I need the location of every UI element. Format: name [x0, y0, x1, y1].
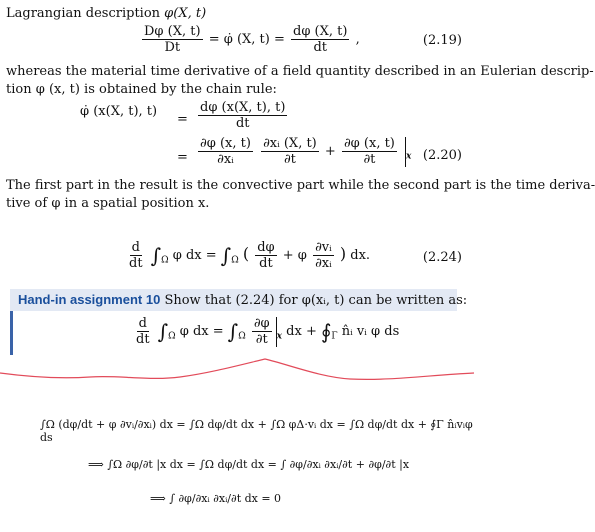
fraction	[198, 100, 287, 131]
plus-term: + φ	[282, 248, 307, 263]
fraction	[342, 136, 397, 167]
equation-number: (2.20)	[422, 148, 462, 163]
denominator: dt	[313, 40, 327, 55]
fraction	[127, 240, 145, 271]
integral-domain: Ω	[231, 255, 239, 266]
bar-subscript: x	[276, 331, 283, 342]
paragraph-line: The first part in the result is the convective part while the second part is the time deriva-	[6, 178, 595, 193]
integral-sign: ∫	[227, 319, 239, 344]
bar-subscript: x	[406, 151, 412, 162]
denominator: dt	[136, 332, 150, 347]
denominator: Dt	[164, 40, 181, 55]
numerator: ∂φ	[253, 316, 270, 331]
fraction	[198, 136, 253, 167]
integral-domain: Γ	[331, 331, 338, 342]
numerator: ∂φ (x, t)	[200, 136, 251, 151]
fraction	[252, 316, 272, 347]
fraction	[255, 240, 276, 271]
denominator: ∂t	[283, 152, 296, 167]
integrand: φ dx =	[179, 324, 224, 339]
equals-sign: =	[177, 112, 188, 127]
equals-sign: =	[177, 150, 188, 165]
numerator: ∂vᵢ	[315, 240, 332, 255]
equation-number: (2.24)	[422, 250, 462, 265]
equation-2-20-row1	[196, 100, 289, 131]
denominator: dt	[259, 256, 273, 271]
fraction	[291, 24, 349, 55]
equation-2-19	[140, 24, 360, 55]
plus-sign: +	[324, 144, 336, 159]
torn-edge-divider	[0, 355, 474, 395]
numerator: d	[131, 240, 140, 255]
paragraph-line: tive of φ in a spatial position x.	[6, 196, 210, 211]
fraction	[134, 316, 152, 347]
section-heading	[6, 6, 206, 22]
integrand-tail: n̂ᵢ vᵢ φ ds	[341, 324, 400, 339]
numerator: dφ (X, t)	[293, 24, 348, 39]
integral-domain: Ω	[161, 255, 169, 266]
numerator: ∂xᵢ (X, t)	[263, 136, 317, 151]
numerator: ∂φ (x, t)	[343, 136, 395, 151]
denominator: ∂xᵢ	[217, 152, 234, 167]
denominator: ∂xᵢ	[315, 256, 332, 271]
denominator: ∂t	[255, 332, 268, 347]
assignment-line	[18, 292, 467, 309]
fraction	[142, 24, 203, 55]
integral-sign: ∫	[157, 319, 169, 344]
equals-text: = φ̇ (X, t) =	[208, 32, 285, 47]
integral-domain: Ω	[168, 331, 176, 342]
numerator: d	[138, 316, 147, 331]
integrand: φ dx =	[172, 248, 217, 263]
punctuation: ,	[355, 32, 360, 47]
integral-sign: ∫	[150, 243, 162, 268]
assignment-title: Hand-in assignment 10	[18, 292, 161, 307]
paragraph-line: whereas the material time derivative of a field quantity described in an Eulerian descrip-	[6, 64, 594, 79]
numerator: dφ	[257, 240, 275, 255]
integrand-tail: dx.	[350, 248, 371, 263]
integral-domain: Ω	[238, 331, 246, 342]
derivation-line: ⟹ ∫ ∂φ/∂xᵢ ∂xᵢ/∂t dx = 0	[150, 492, 282, 505]
denominator: dt	[235, 116, 250, 131]
paren-close: )	[339, 244, 347, 263]
lhs-text: φ̇ (x(X, t), t)	[80, 104, 158, 119]
derivation-line: ∫Ω (dφ/dt + φ ∂vᵢ/∂xᵢ) dx = ∫Ω dφ/dt dx + ∫Ω φΔ·vᵢ dx = ∫Ω dφ/dt dx + ∮Γ n̂ᵢvᵢφ ds	[40, 418, 473, 444]
equation-2-20-lhs	[80, 104, 157, 119]
integral-sign: ∫	[220, 243, 232, 268]
derivation-line: ⟹ ∫Ω ∂φ/∂t |x dx = ∫Ω dφ/dt dx = ∫ ∂φ/∂xᵢ ∂xᵢ/∂t + ∂φ/∂t |x	[88, 458, 410, 471]
paren-open: (	[242, 244, 250, 263]
numerator: Dφ (X, t)	[144, 24, 201, 39]
assignment-text: Show that (2.24) for φ(xᵢ, t) can be written as:	[164, 293, 468, 308]
integrand-mid: dx +	[286, 324, 317, 339]
fraction	[313, 240, 334, 271]
heading-math: φ(X, t)	[164, 6, 207, 21]
paragraph-line: tion φ (x, t) is obtained by the chain rule:	[6, 82, 277, 97]
equation-number: (2.19)	[422, 33, 462, 48]
denominator: ∂t	[363, 152, 376, 167]
contour-integral-sign: ∮	[320, 319, 332, 344]
numerator: dφ (x(X, t), t)	[200, 100, 286, 115]
equation-2-24	[125, 240, 370, 271]
equation-2-20-row2	[196, 136, 411, 167]
fraction	[261, 136, 319, 167]
denominator: dt	[129, 256, 143, 271]
assignment-equation	[132, 316, 399, 347]
heading-text: Lagrangian description	[6, 6, 161, 21]
